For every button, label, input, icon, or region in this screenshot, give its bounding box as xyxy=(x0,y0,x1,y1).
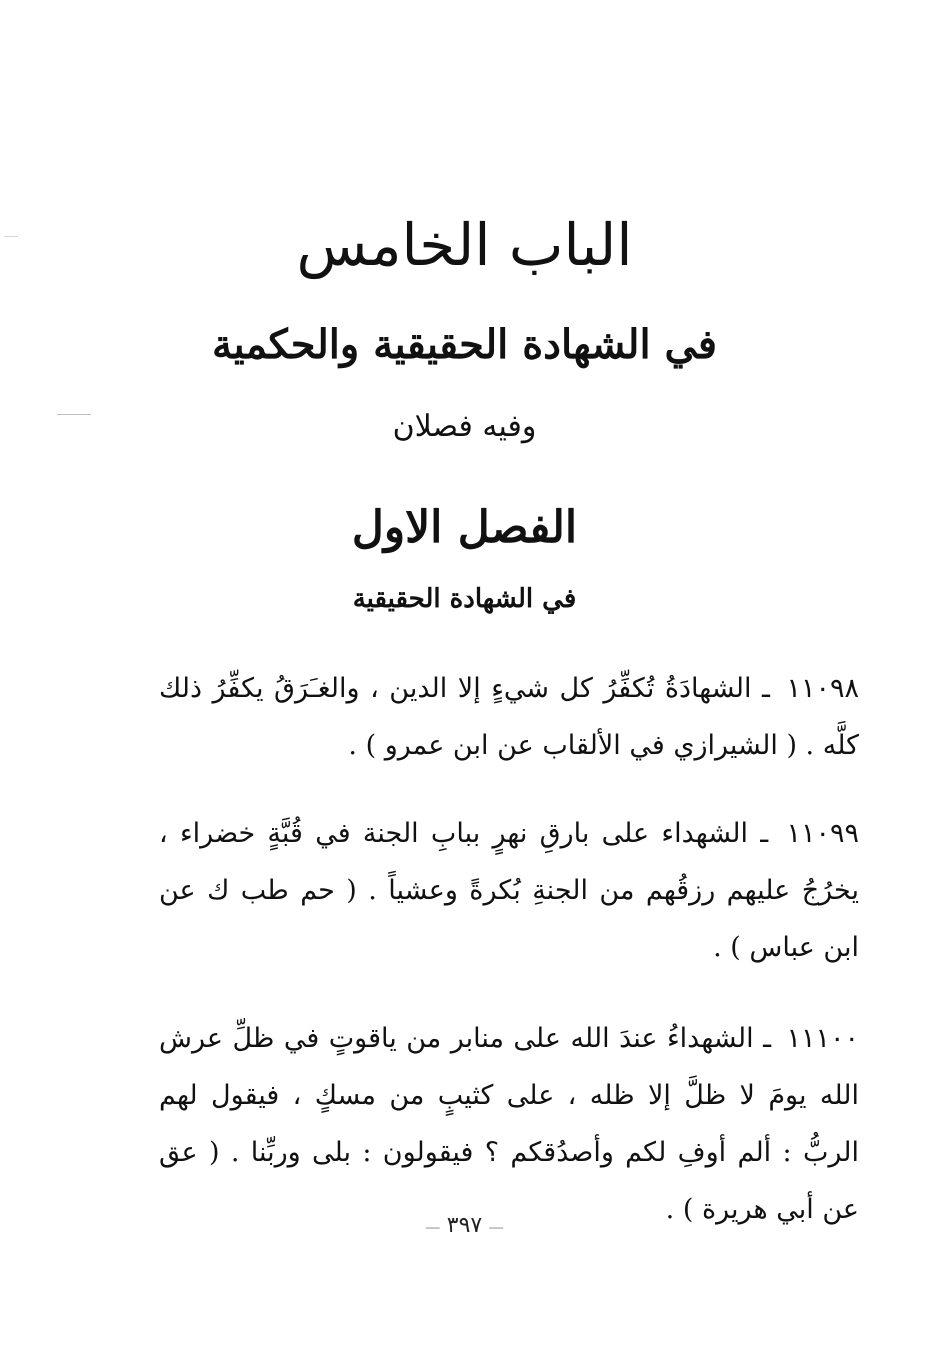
chapter-title: الباب الخامس xyxy=(296,211,633,279)
page-number: ٣٩٧ xyxy=(446,1213,483,1238)
chapter-subtitle: في الشهادة الحقيقية والحكمية xyxy=(212,321,717,368)
hadith-number: ١١١٠٠ xyxy=(786,1023,859,1054)
dash-decoration: ― xyxy=(425,1220,440,1236)
hadith-number: ١١٠٩٩ xyxy=(786,818,859,849)
section-subtitle: في الشهادة الحقيقية xyxy=(352,584,577,614)
dash-decoration: ― xyxy=(489,1220,504,1236)
hadith-text: ـ الشهداء على بارقِ نهرٍ ببابِ الجنة في قُبَّةٍ خضراء ، يخرُجُ عليهم رزقُهم من الجنةِ بُكرةً وعشياً . ( حم طب ك عن ابن عباس ) . xyxy=(159,818,859,963)
section-title: الفصل الاول xyxy=(351,502,578,553)
hadith-entry xyxy=(159,1010,859,1238)
hadith-text: ـ الشهداءُ عندَ الله على منابر من ياقوتٍ في ظلِّ عرش الله يومَ لا ظلَّ إلا ظله ، على كثيبٍ من مسكٍ ، فيقول لهم الربُّ : ألم أوفِ لكم وأصدُقكم ؟ فيقولون : بلى وربِّنا . ( عق عن أبي هريرة ) . xyxy=(159,1023,859,1225)
hadith-entry xyxy=(159,805,859,976)
hadith-entry xyxy=(159,660,859,774)
hadith-text: ـ الشهادَةُ تُكفِّرُ كل شيءٍ إلا الدين ، والغـَرَقُ يكفِّرُ ذلك كلَّه . ( الشيرازي في الألقاب عن ابن عمرو ) . xyxy=(159,673,859,761)
hadith-number: ١١٠٩٨ xyxy=(786,673,859,704)
chapter-note: وفيه فصلان xyxy=(392,409,537,444)
page-number-line xyxy=(0,1208,929,1246)
